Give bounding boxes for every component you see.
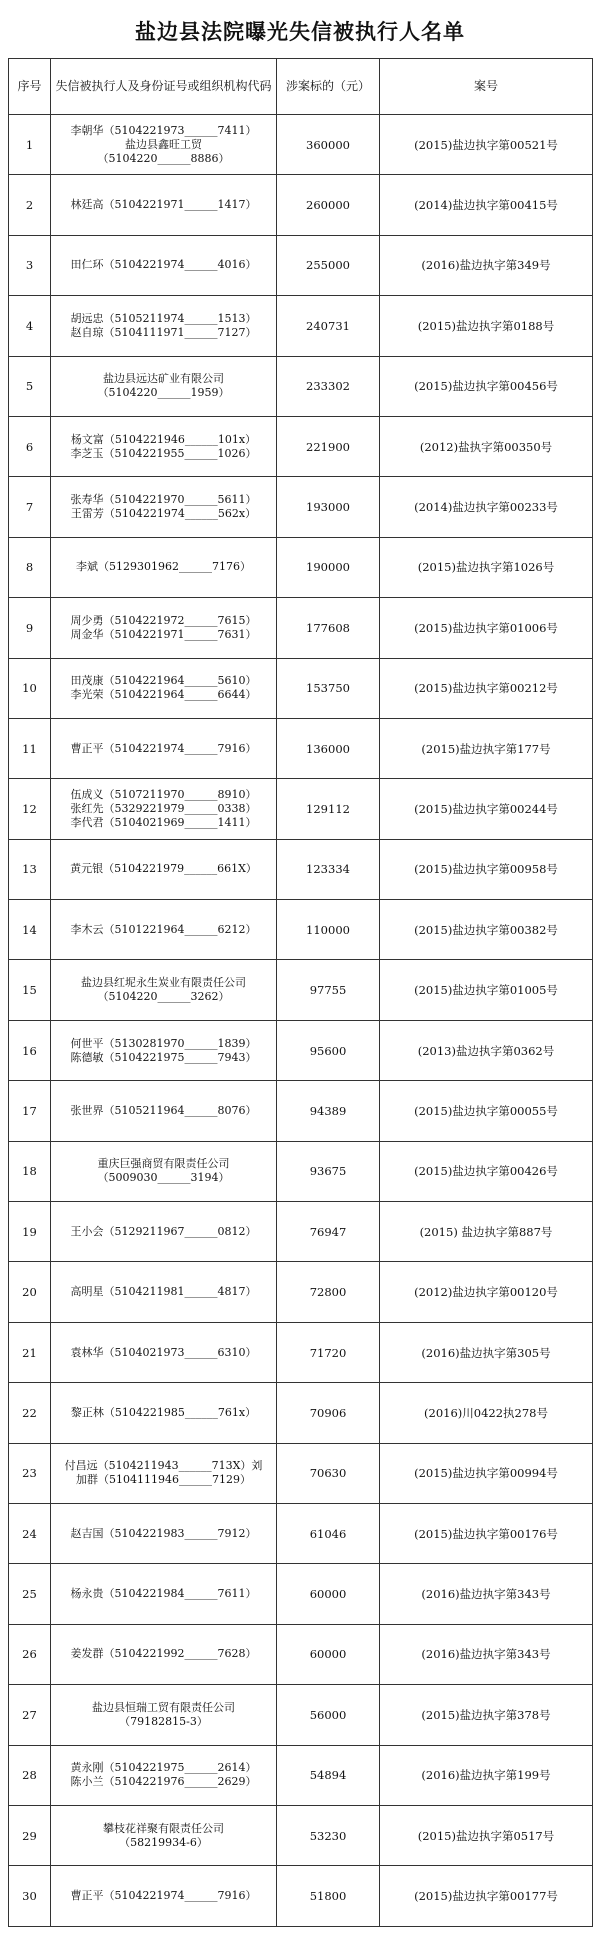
party-cell <box>51 1202 277 1262</box>
table-row <box>9 779 593 839</box>
party-line: 曹正平（5104221974______7916） <box>70 1889 257 1903</box>
party-line: 田茂康（5104221964______5610） <box>70 674 257 688</box>
amount-cell: 76947 <box>277 1202 380 1262</box>
party-line: 盐边县恒瑞工贸有限责任公司 <box>92 1700 235 1714</box>
party-cell <box>51 1443 277 1503</box>
table-row <box>9 1081 593 1141</box>
header-no: 序号 <box>9 59 51 115</box>
table-header-row <box>9 59 593 115</box>
party-line: （5104220______8886） <box>97 151 230 165</box>
case-number-cell: (2013)盐边执字第0362号 <box>380 1020 593 1080</box>
party-cell <box>51 1020 277 1080</box>
party-line: 李斌（5129301962______7176） <box>76 560 251 574</box>
amount-cell: 51800 <box>277 1866 380 1926</box>
amount-cell: 255000 <box>277 235 380 295</box>
table-row <box>9 1383 593 1443</box>
row-number: 18 <box>9 1141 51 1201</box>
case-number-cell: (2016)盐边执字第343号 <box>380 1624 593 1684</box>
party-line: （5104220______1959） <box>97 386 230 400</box>
amount-cell: 233302 <box>277 356 380 416</box>
party-line: 盐边县红坭永生炭业有限责任公司 <box>81 976 246 990</box>
party-line: 杨文富（5104221946______101x） <box>70 432 257 446</box>
party-cell <box>51 598 277 658</box>
party-line: 杨永贵（5104221984______7611） <box>70 1587 257 1601</box>
party-cell <box>51 537 277 597</box>
amount-cell: 71720 <box>277 1322 380 1382</box>
amount-cell: 136000 <box>277 718 380 778</box>
party-cell <box>51 1805 277 1865</box>
row-number: 26 <box>9 1624 51 1684</box>
party-cell <box>51 718 277 778</box>
party-line: 胡远忠（5105211974______1513） <box>70 311 257 325</box>
table-row <box>9 477 593 537</box>
case-number-cell: (2015)盐边执字第00426号 <box>380 1141 593 1201</box>
amount-cell: 110000 <box>277 900 380 960</box>
table-row <box>9 1262 593 1322</box>
party-line: 张世界（5105211964______8076） <box>70 1103 257 1117</box>
table-row <box>9 235 593 295</box>
table-row <box>9 1020 593 1080</box>
party-cell <box>51 839 277 899</box>
party-cell <box>51 1685 277 1745</box>
table-row <box>9 718 593 778</box>
party-line: 王雷芳（5104221974______562x） <box>70 507 257 521</box>
row-number: 22 <box>9 1383 51 1443</box>
case-number-cell: (2015)盐边执字第0517号 <box>380 1805 593 1865</box>
table-row <box>9 1202 593 1262</box>
party-line: 周金华（5104221971______7631） <box>70 627 257 641</box>
row-number: 23 <box>9 1443 51 1503</box>
header-amount: 涉案标的（元） <box>277 59 380 115</box>
table-row <box>9 598 593 658</box>
table-row <box>9 175 593 235</box>
table-row <box>9 960 593 1020</box>
table-row <box>9 1564 593 1624</box>
dishonest-list-table <box>8 58 593 1927</box>
party-line: （5009030______3194） <box>97 1171 230 1185</box>
party-cell <box>51 1141 277 1201</box>
case-number-cell: (2015) 盐边执字第887号 <box>380 1202 593 1262</box>
party-cell <box>51 296 277 356</box>
party-cell <box>51 960 277 1020</box>
party-line: 周少勇（5104221972______7615） <box>70 613 257 627</box>
case-number-cell: (2015)盐边执字第00958号 <box>380 839 593 899</box>
table-row <box>9 296 593 356</box>
row-number: 1 <box>9 115 51 175</box>
row-number: 17 <box>9 1081 51 1141</box>
row-number: 21 <box>9 1322 51 1382</box>
case-number-cell: (2016)盐边执字第199号 <box>380 1745 593 1805</box>
party-cell <box>51 900 277 960</box>
case-number-cell: (2016)盐边执字第305号 <box>380 1322 593 1382</box>
party-line: 田仁环（5104221974______4016） <box>70 258 257 272</box>
party-cell <box>51 175 277 235</box>
case-number-cell: (2015)盐边执字第00382号 <box>380 900 593 960</box>
case-number-cell: (2012)盐执字第00350号 <box>380 416 593 476</box>
amount-cell: 70630 <box>277 1443 380 1503</box>
party-cell <box>51 779 277 839</box>
party-line: 李代君（5104021969______1411） <box>70 815 257 829</box>
party-line: 李朝华（5104221973______7411） <box>70 123 257 137</box>
row-number: 2 <box>9 175 51 235</box>
table-row <box>9 1141 593 1201</box>
party-line: 付昌远（5104211943______713X）刘 <box>64 1459 263 1473</box>
table-row <box>9 1322 593 1382</box>
case-number-cell: (2014)盐边执字第00233号 <box>380 477 593 537</box>
case-number-cell: (2016)盐边执字第349号 <box>380 235 593 295</box>
case-number-cell: (2015)盐边执字第00521号 <box>380 115 593 175</box>
party-line: （5104220______3262） <box>97 990 230 1004</box>
case-number-cell: (2015)盐边执字第378号 <box>380 1685 593 1745</box>
party-cell <box>51 1081 277 1141</box>
party-line: （79182815-3） <box>119 1714 208 1728</box>
case-number-cell: (2012)盐边执字第00120号 <box>380 1262 593 1322</box>
amount-cell: 93675 <box>277 1141 380 1201</box>
amount-cell: 72800 <box>277 1262 380 1322</box>
document-sheet <box>8 6 592 1927</box>
amount-cell: 153750 <box>277 658 380 718</box>
table-row <box>9 356 593 416</box>
amount-cell: 360000 <box>277 115 380 175</box>
amount-cell: 177608 <box>277 598 380 658</box>
case-number-cell: (2015)盐边执字第01006号 <box>380 598 593 658</box>
row-number: 4 <box>9 296 51 356</box>
row-number: 24 <box>9 1503 51 1563</box>
party-line: 陈小兰（5104221976______2629） <box>70 1775 257 1789</box>
amount-cell: 129112 <box>277 779 380 839</box>
amount-cell: 123334 <box>277 839 380 899</box>
party-cell <box>51 658 277 718</box>
row-number: 9 <box>9 598 51 658</box>
row-number: 12 <box>9 779 51 839</box>
amount-cell: 56000 <box>277 1685 380 1745</box>
header-case: 案号 <box>380 59 593 115</box>
case-number-cell: (2015)盐边执字第00456号 <box>380 356 593 416</box>
table-row <box>9 1805 593 1865</box>
case-number-cell: (2015)盐边执字第00177号 <box>380 1866 593 1926</box>
party-line: 加群（5104111946______7129） <box>76 1473 251 1487</box>
amount-cell: 95600 <box>277 1020 380 1080</box>
row-number: 13 <box>9 839 51 899</box>
table-row <box>9 115 593 175</box>
party-line: 攀枝花祥聚有限责任公司 <box>103 1821 224 1835</box>
row-number: 10 <box>9 658 51 718</box>
header-party: 失信被执行人及身份证号或组织机构代码 <box>51 59 277 115</box>
party-line: 张红先（5329221979______0338） <box>70 801 257 815</box>
party-cell <box>51 416 277 476</box>
party-cell <box>51 235 277 295</box>
party-line: 曹正平（5104221974______7916） <box>70 741 257 755</box>
row-number: 30 <box>9 1866 51 1926</box>
table-row <box>9 1443 593 1503</box>
row-number: 25 <box>9 1564 51 1624</box>
party-line: 盐边县远达矿业有限公司 <box>103 372 224 386</box>
party-cell <box>51 477 277 537</box>
table-row <box>9 1503 593 1563</box>
case-number-cell: (2015)盐边执字第177号 <box>380 718 593 778</box>
amount-cell: 193000 <box>277 477 380 537</box>
amount-cell: 240731 <box>277 296 380 356</box>
amount-cell: 54894 <box>277 1745 380 1805</box>
row-number: 27 <box>9 1685 51 1745</box>
party-line: 姜发群（5104221992______7628） <box>70 1647 257 1661</box>
case-number-cell: (2015)盐边执字第00176号 <box>380 1503 593 1563</box>
row-number: 7 <box>9 477 51 537</box>
party-line: 李芝玉（5104221955______1026） <box>70 446 257 460</box>
party-line: 李光荣（5104221964______6644） <box>70 688 257 702</box>
row-number: 8 <box>9 537 51 597</box>
party-line: 赵吉国（5104221983______7912） <box>70 1526 257 1540</box>
party-line: 黄永刚（5104221975______2614） <box>70 1761 257 1775</box>
amount-cell: 70906 <box>277 1383 380 1443</box>
case-number-cell: (2015)盐边执字第00055号 <box>380 1081 593 1141</box>
amount-cell: 60000 <box>277 1564 380 1624</box>
case-number-cell: (2015)盐边执字第1026号 <box>380 537 593 597</box>
amount-cell: 221900 <box>277 416 380 476</box>
party-cell <box>51 1745 277 1805</box>
case-number-cell: (2015)盐边执字第00244号 <box>380 779 593 839</box>
table-row <box>9 900 593 960</box>
table-row <box>9 1685 593 1745</box>
row-number: 29 <box>9 1805 51 1865</box>
party-cell <box>51 1383 277 1443</box>
party-line: 黎正林（5104221985______761x） <box>70 1405 257 1419</box>
party-cell <box>51 356 277 416</box>
table-row <box>9 537 593 597</box>
table-body <box>9 115 593 1927</box>
party-line: （58219934-6） <box>119 1835 208 1849</box>
row-number: 3 <box>9 235 51 295</box>
amount-cell: 97755 <box>277 960 380 1020</box>
row-number: 19 <box>9 1202 51 1262</box>
party-cell <box>51 1564 277 1624</box>
amount-cell: 190000 <box>277 537 380 597</box>
party-line: 重庆巨强商贸有限责任公司 <box>97 1157 230 1171</box>
party-line: 李木云（5101221964______6212） <box>70 922 257 936</box>
table-row <box>9 839 593 899</box>
row-number: 6 <box>9 416 51 476</box>
amount-cell: 53230 <box>277 1805 380 1865</box>
case-number-cell: (2015)盐边执字第01005号 <box>380 960 593 1020</box>
case-number-cell: (2015)盐边执字第00212号 <box>380 658 593 718</box>
party-cell <box>51 1866 277 1926</box>
row-number: 16 <box>9 1020 51 1080</box>
party-line: 袁林华（5104021973______6310） <box>70 1345 257 1359</box>
party-line: 陈德敏（5104221975______7943） <box>70 1050 257 1064</box>
amount-cell: 260000 <box>277 175 380 235</box>
party-line: 林廷高（5104221971______1417） <box>70 198 257 212</box>
row-number: 15 <box>9 960 51 1020</box>
party-cell <box>51 1624 277 1684</box>
amount-cell: 60000 <box>277 1624 380 1684</box>
party-line: 高明星（5104211981______4817） <box>70 1285 257 1299</box>
case-number-cell: (2015)盐边执字第0188号 <box>380 296 593 356</box>
table-row <box>9 416 593 476</box>
table-row <box>9 1624 593 1684</box>
party-line: 盐边县鑫旺工贸 <box>125 137 202 151</box>
row-number: 5 <box>9 356 51 416</box>
row-number: 11 <box>9 718 51 778</box>
row-number: 14 <box>9 900 51 960</box>
table-row <box>9 1745 593 1805</box>
party-line: 赵自琼（5104111971______7127） <box>70 325 257 339</box>
table-row <box>9 658 593 718</box>
case-number-cell: (2016)盐边执字第343号 <box>380 1564 593 1624</box>
amount-cell: 61046 <box>277 1503 380 1563</box>
party-line: 伍成义（5107211970______8910） <box>70 787 257 801</box>
amount-cell: 94389 <box>277 1081 380 1141</box>
party-line: 何世平（5130281970______1839） <box>70 1036 257 1050</box>
case-number-cell: (2016)川0422执278号 <box>380 1383 593 1443</box>
row-number: 20 <box>9 1262 51 1322</box>
party-cell <box>51 1322 277 1382</box>
row-number: 28 <box>9 1745 51 1805</box>
party-line: 黄元银（5104221979______661X） <box>70 862 257 876</box>
party-line: 张寿华（5104221970______5611） <box>70 493 257 507</box>
party-cell <box>51 115 277 175</box>
party-line: 王小会（5129211967______0812） <box>70 1224 257 1238</box>
case-number-cell: (2015)盐边执字第00994号 <box>380 1443 593 1503</box>
party-cell <box>51 1503 277 1563</box>
party-cell <box>51 1262 277 1322</box>
page-title: 盐边县法院曝光失信被执行人名单 <box>135 19 465 44</box>
table-row <box>9 1866 593 1926</box>
case-number-cell: (2014)盐边执字第00415号 <box>380 175 593 235</box>
